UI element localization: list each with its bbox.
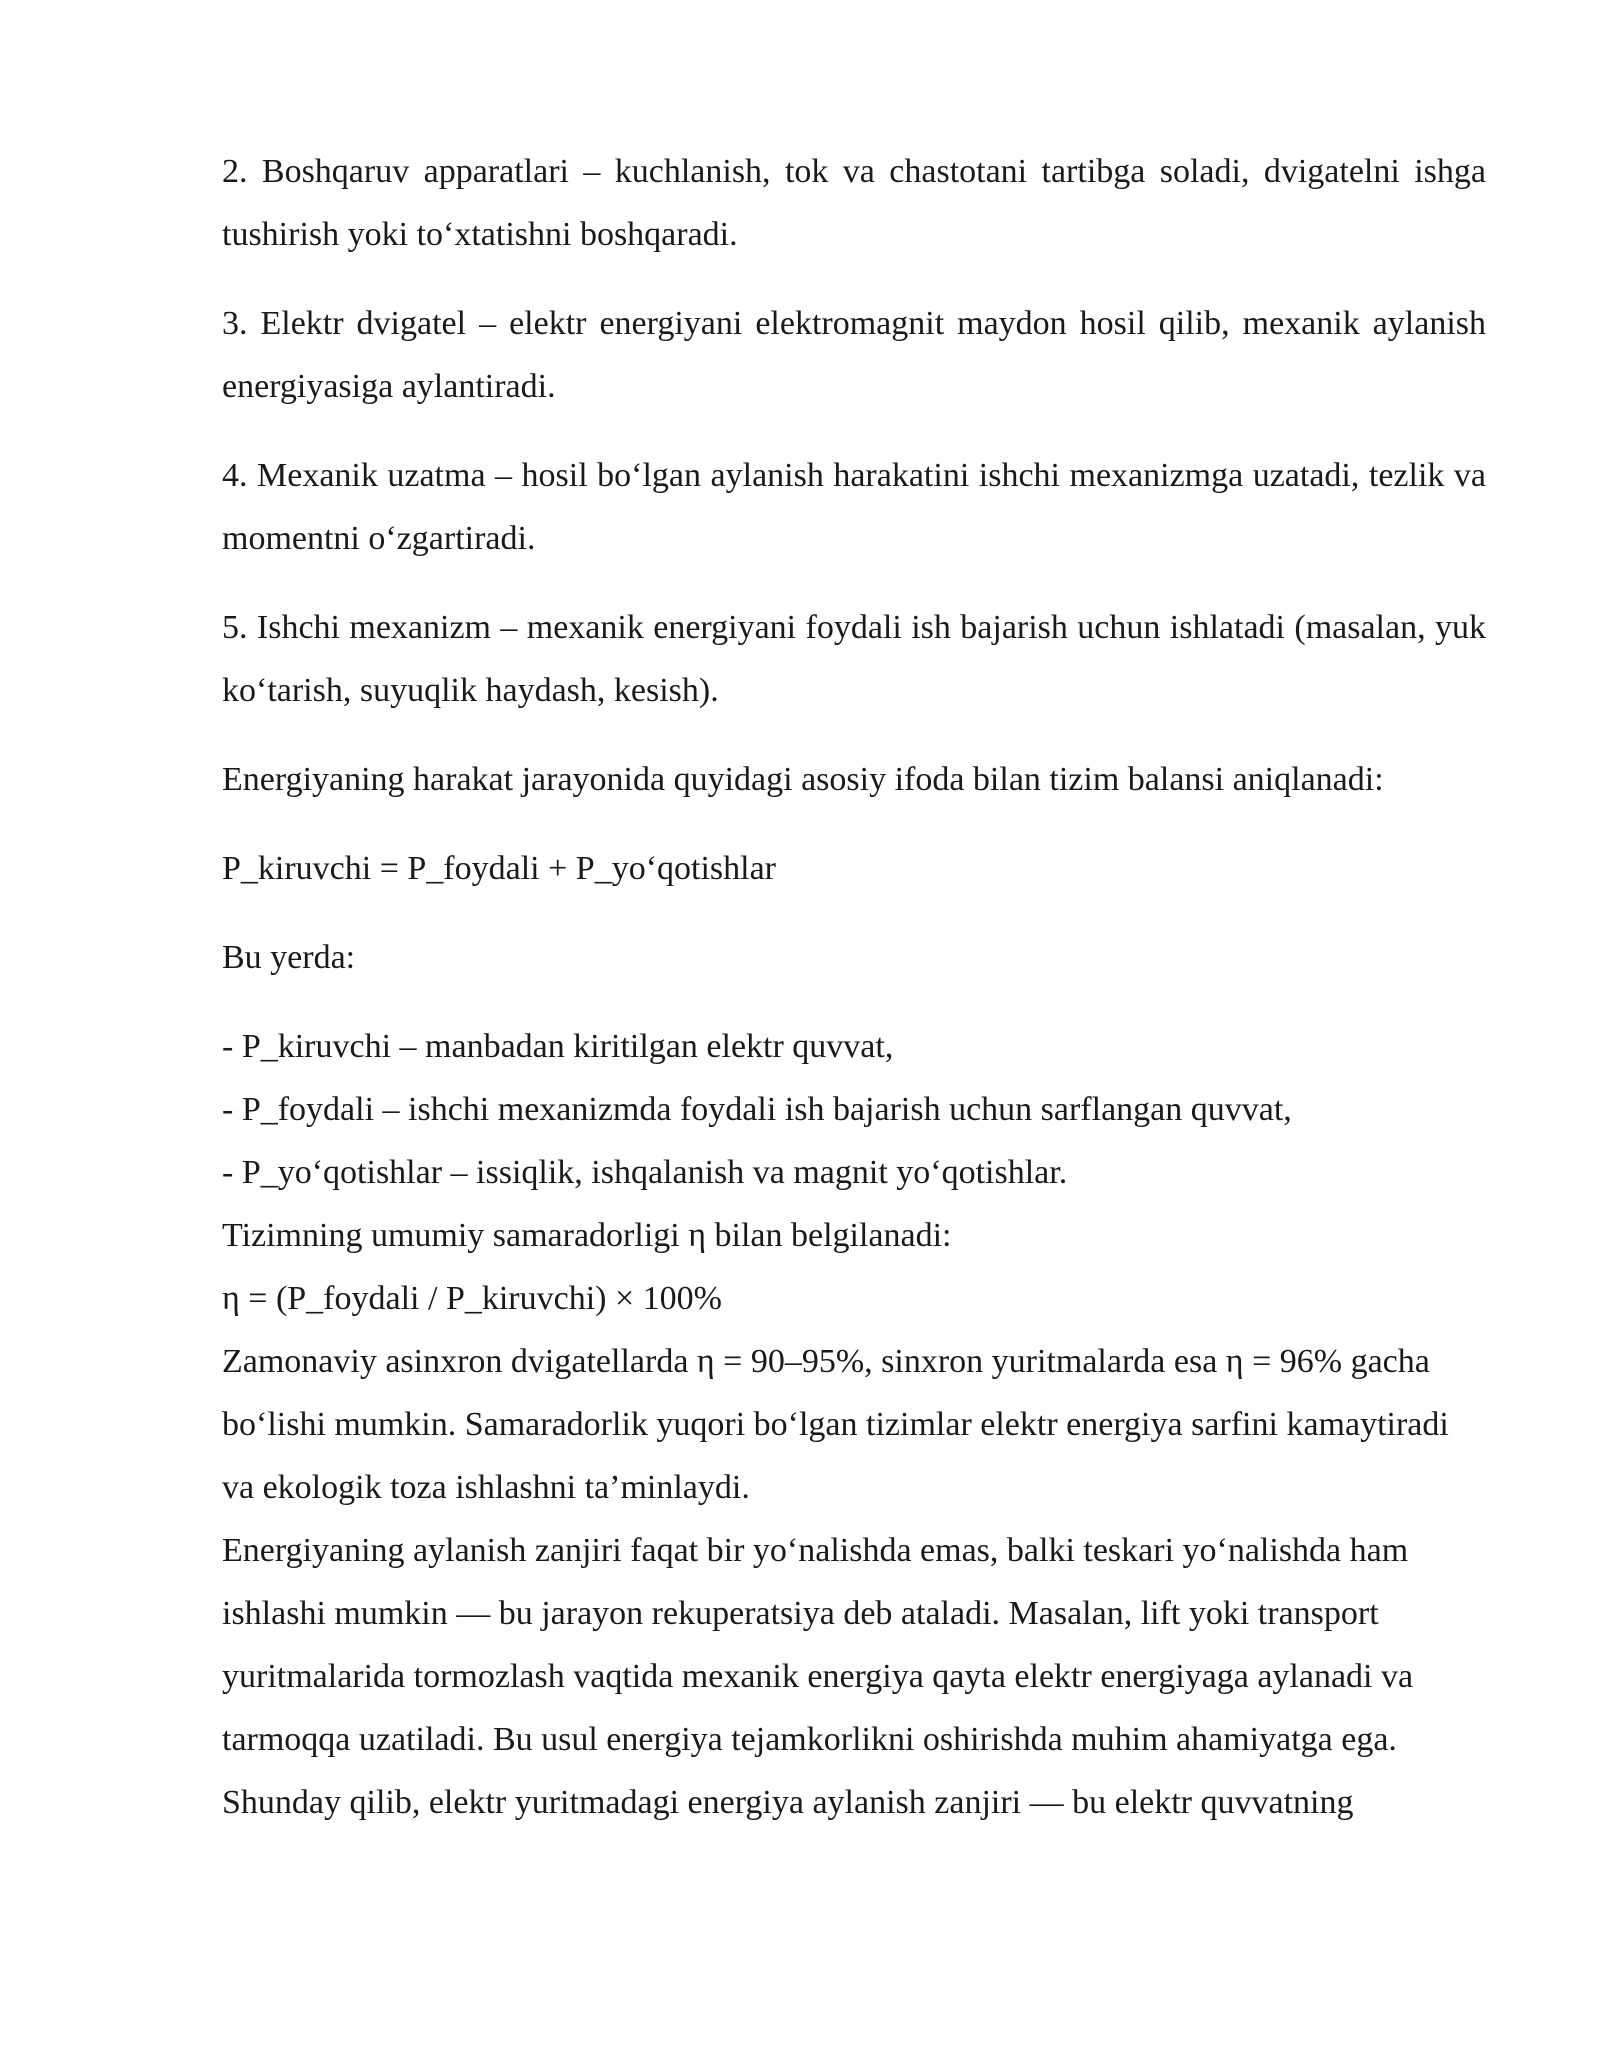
where-label: Bu yerda: bbox=[222, 939, 356, 976]
efficiency-values-paragraph: Zamonaviy asinxron dvigatellarda η = 90–95%, sinxron yuritmalarda esa η = 96% gacha bo‘lishi mumkin. Samaradorlik yuqori bo‘lgan tizimlar elektr energiya sarfini kamaytiradi va ekologik toza ishlashni ta’minlaydi. bbox=[222, 1343, 1449, 1506]
list-item-working-mechanism: 5. Ishchi mexanizm – mexanik energiyani foydali ish bajarish uchun ishlatadi (masalan, yuk ko‘tarish, suyuqlik haydash, kesish). bbox=[222, 609, 1486, 709]
list-item-mechanical-transmission: 4. Mexanik uzatma – hosil bo‘lgan aylanish harakatini ishchi mexanizmga uzatadi, tezlik va momentni o‘zgartiradi. bbox=[222, 457, 1486, 557]
conclusion-paragraph: Shunday qilib, elektr yuritmadagi energiya aylanish zanjiri — bu elektr quvvatning bbox=[222, 1784, 1354, 1821]
list-item-electric-motor: 3. Elektr dvigatel – elektr energiyani elektromagnit maydon hosil qilib, mexanik aylanish energiyasiga aylantiradi. bbox=[222, 305, 1486, 405]
definition-input-power: - P_kiruvchi – manbadan kiritilgan elektr quvvat, bbox=[222, 1028, 894, 1065]
recuperation-paragraph: Energiyaning aylanish zanjiri faqat bir yo‘nalishda emas, balki teskari yo‘nalishda ham ishlashi mumkin — bu jarayon rekuperatsiya deb ataladi. Masalan, lift yoki transport yuritmalarida tormozlash vaqtida mexanik energiya qayta elektr energiyaga aylanadi va tarmoqqa uzatiladi. Bu usul energiya tejamkorlikni oshirishda muhim ahamiyatga ega. bbox=[222, 1532, 1414, 1758]
document-body bbox=[222, 140, 1486, 1834]
list-item-control-devices: 2. Boshqaruv apparatlari – kuchlanish, tok va chastotani tartibga soladi, dvigatelni ishga tushirish yoki to‘xtatishni boshqaradi. bbox=[222, 153, 1486, 253]
balance-intro-paragraph: Energiyaning harakat jarayonida quyidagi asosiy ifoda bilan tizim balansi aniqlanadi: bbox=[222, 761, 1384, 798]
efficiency-intro-paragraph: Tizimning umumiy samaradorligi η bilan belgilanadi: bbox=[222, 1217, 952, 1254]
efficiency-formula: η = (P_foydali / P_kiruvchi) × 100% bbox=[222, 1280, 722, 1317]
balance-formula: P_kiruvchi = P_foydali + P_yo‘qotishlar bbox=[222, 850, 776, 887]
definition-useful-power: - P_foydali – ishchi mexanizmda foydali ish bajarish uchun sarflangan quvvat, bbox=[222, 1091, 1292, 1128]
definition-losses: - P_yo‘qotishlar – issiqlik, ishqalanish va magnit yo‘qotishlar. bbox=[222, 1154, 1068, 1191]
